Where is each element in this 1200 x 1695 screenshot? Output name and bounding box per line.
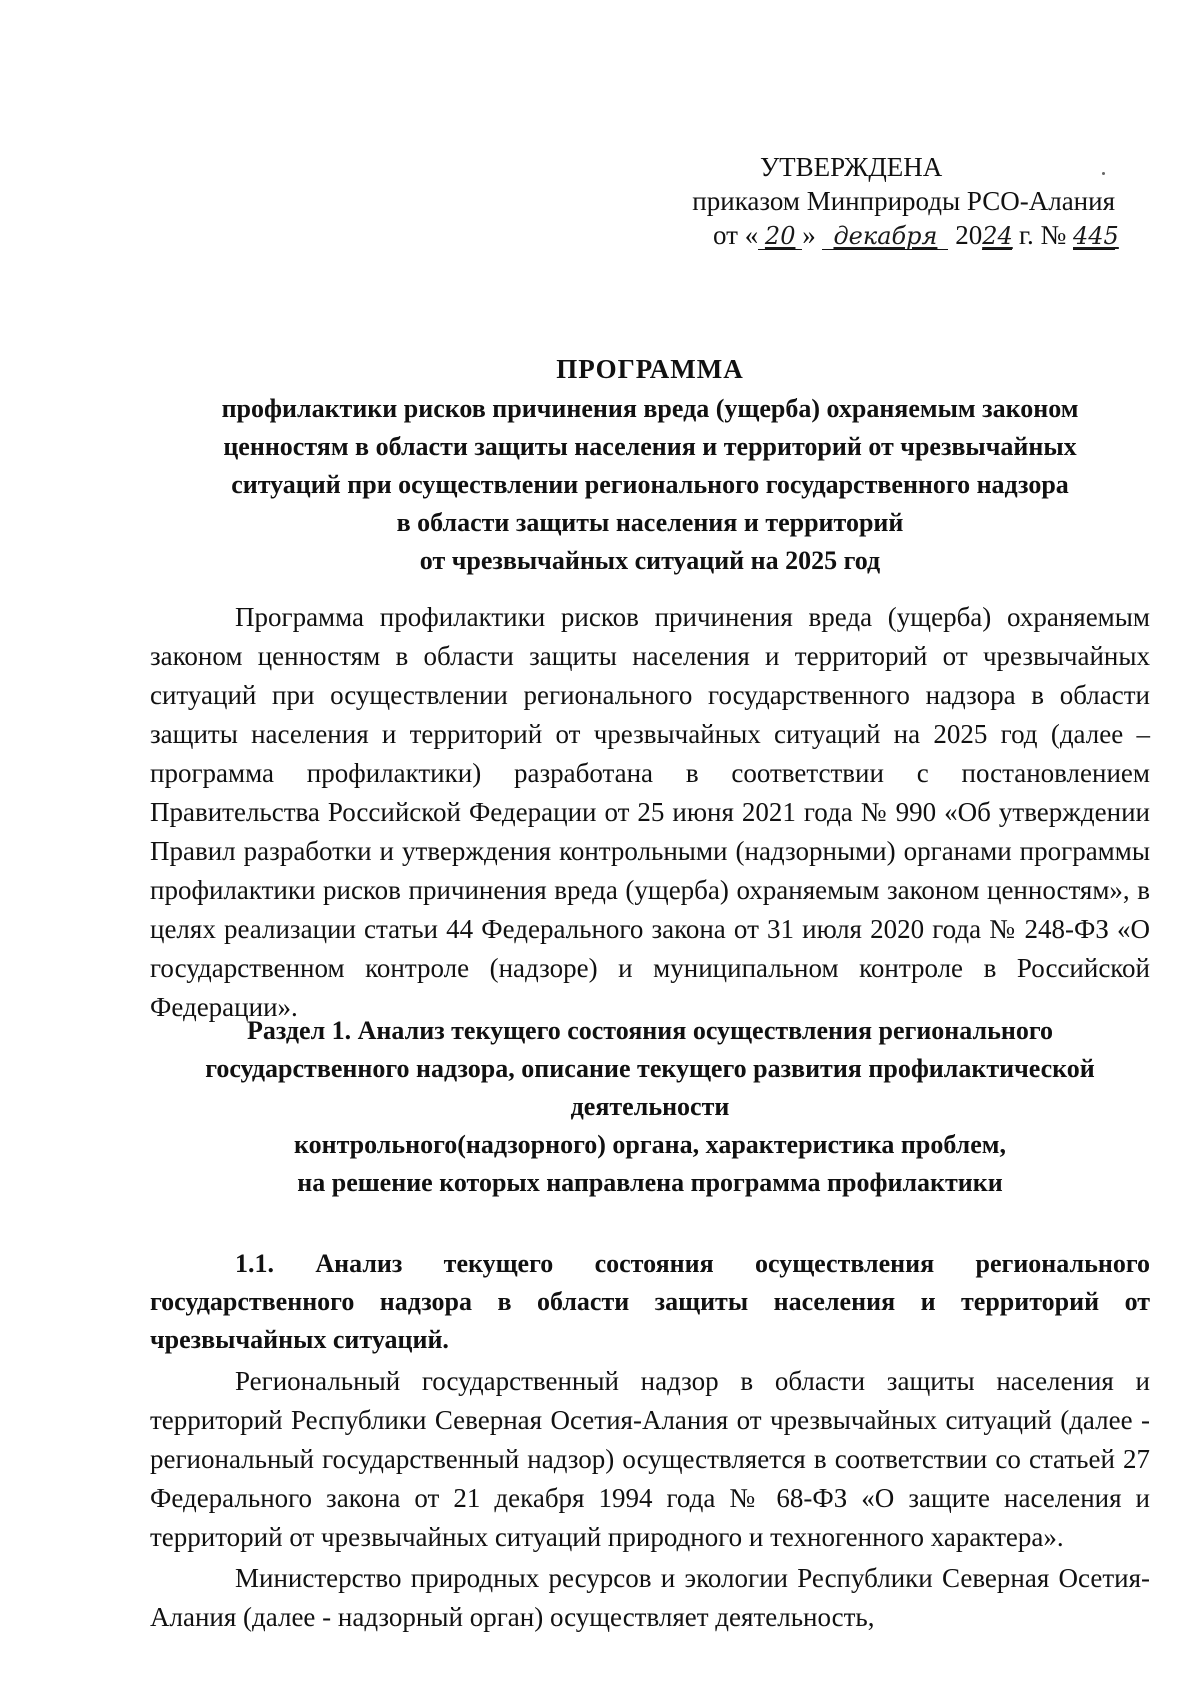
intro-paragraph: Программа профилактики рисков причинения вреда (ущерба) охраняемым законом ценностям в области защиты населения и территорий от чрезвычайных ситуаций при осуществлении регионального государственного надзора в области защиты населения и территорий от чрезвычайных ситуаций на 2025 год (далее – программа профилактики) разработана в соответствии с постановлением Правительства Российской Федерации от 25 июня 2021 года № 990 «Об утверждении Правил разработки и утверждения контрольными (надзорными) органами программы профилактики рисков причинения вреда (ущерба) охраняемым законом ценностям», в целях реализации статьи 44 Федерального закона от 31 июля 2020 года № 248-ФЗ «О государственном контроле (надзоре) и муниципальном контроле в Российской Федерации». — [150, 602, 1150, 1022]
handwritten-order-number: 445 — [1073, 222, 1119, 250]
program-title-line: ситуаций при осуществлении регионального государственного надзора — [231, 470, 1069, 499]
program-title-line: от чрезвычайных ситуаций на 2025 год — [419, 546, 881, 575]
handwritten-year: 24 — [982, 222, 1013, 250]
handwritten-month: декабря — [822, 223, 948, 250]
program-title-line: профилактики рисков причинения вреда (ущерба) охраняемым законом — [221, 394, 1079, 423]
program-title-line: в области защиты населения и территорий — [396, 508, 904, 537]
subsection-paragraph: Министерство природных ресурсов и экологии Республики Северная Осетия-Алания (далее - надзорный орган) осуществляет деятельность, — [150, 1563, 1150, 1632]
section-heading-line: деятельности — [570, 1092, 730, 1121]
date-number-label: г. № — [1012, 220, 1073, 250]
order-date-line — [655, 218, 1119, 252]
section-1-heading — [150, 1012, 1150, 1202]
section-heading-line: государственного надзора, описание текущего развития профилактической — [205, 1054, 1095, 1083]
order-line: приказом Минприроды РСО-Алания — [692, 186, 1115, 216]
program-title-main: ПРОГРАММА — [556, 354, 744, 384]
section-heading-line: Раздел 1. Анализ текущего состояния осуществления регионального — [247, 1016, 1053, 1045]
subsection-paragraph: Региональный государственный надзор в области защиты населения и территорий Республики Северная Осетия-Алания от чрезвычайных ситуаций (далее - региональный государственный надзор) осуществляется в соответствии со статьей 27 Федерального закона от 21 декабря 1994 года № 68-ФЗ «О защите населения и территорий от чрезвычайных ситуаций природного и техногенного характера». — [150, 1366, 1150, 1552]
date-mid: » — [802, 220, 823, 250]
date-prefix: от « — [713, 220, 759, 250]
approved-label: УТВЕРЖДЕНА — [760, 152, 943, 182]
handwritten-day: 20 — [758, 223, 802, 250]
subsection-1-1 — [150, 1245, 1150, 1637]
program-title-line: ценностям в области защиты населения и территорий от чрезвычайных — [223, 432, 1077, 461]
section-heading-line: на решение которых направлена программа профилактики — [297, 1168, 1003, 1197]
date-year-prefix: 20 — [948, 220, 983, 250]
approval-stamp-block — [655, 150, 1119, 252]
subsection-heading: 1.1. Анализ текущего состояния осуществления регионального государственного надзора в области защиты населения и территорий от чрезвычайных ситуаций. — [150, 1249, 1150, 1354]
program-title — [150, 350, 1150, 580]
section-heading-line: контрольного(надзорного) органа, характеристика проблем, — [293, 1130, 1007, 1159]
